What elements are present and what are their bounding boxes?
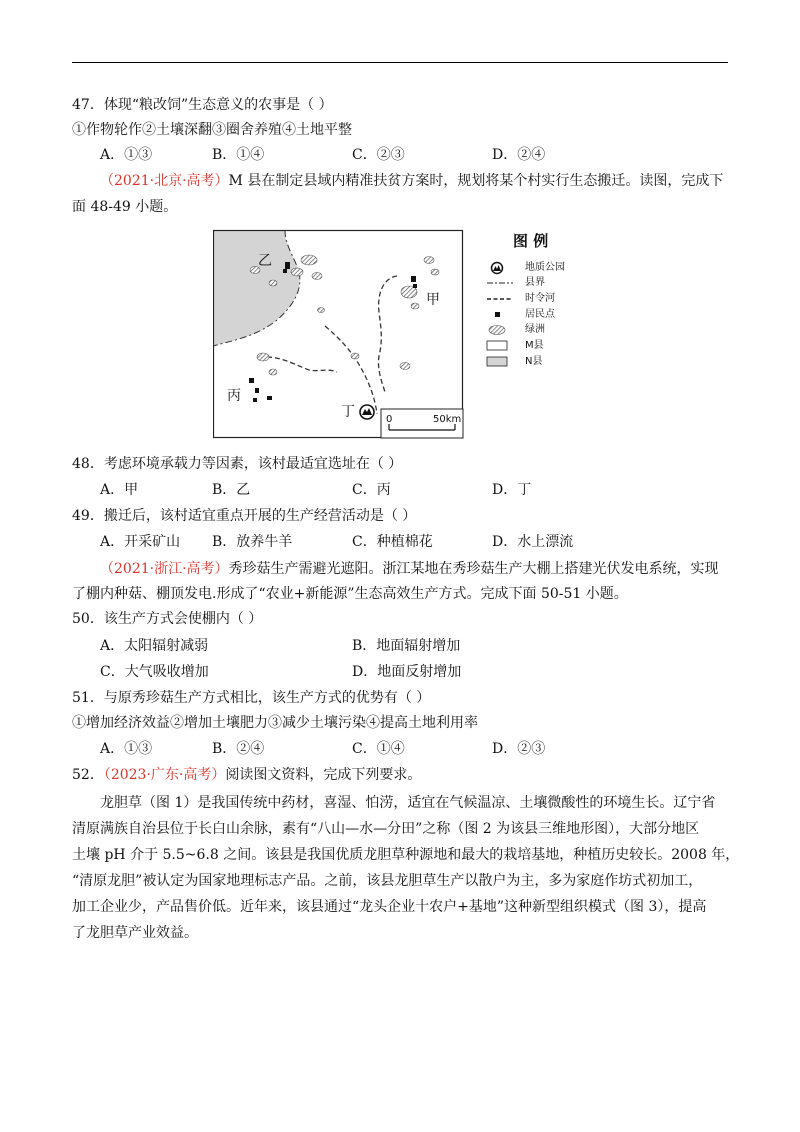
q50-stem: 50．该生产方式会使棚内（ ） xyxy=(72,611,263,627)
oasis xyxy=(424,257,434,264)
q52-para-line: 了龙胆草产业效益。 xyxy=(72,925,198,941)
q51-choices: ①增加经济效益②增加土壤肥力③减少土壤污染④提高土地利用率 xyxy=(72,715,478,731)
legend-river: 时令河 xyxy=(525,293,555,304)
q51-option-d: D．②③ xyxy=(492,741,546,757)
oasis xyxy=(318,308,325,313)
q50-option-a: A．太阳辐射减弱 xyxy=(100,638,209,654)
scale-zero: 0 xyxy=(386,414,393,425)
oasis xyxy=(411,303,419,309)
legend-border: 县界 xyxy=(525,277,545,288)
legend-oasis-icon xyxy=(489,326,505,335)
q52-para-line: 加工企业少，产品售价低。近年来，该县通过“龙头企业十农户+基地”这种新型组织模式（图 3），提高 xyxy=(72,899,707,915)
intro50-source: （2021·浙江·高考） xyxy=(100,561,229,577)
q49-stem: 49．搬迁后，该村适宜重点开展的生产经营活动是（ ） xyxy=(72,508,417,524)
q48-option-b: B．乙 xyxy=(212,482,251,498)
q47-stem: 47．体现“粮改饲”生态意义的农事是（ ） xyxy=(72,97,333,113)
oasis xyxy=(351,353,359,359)
q47-option-a: A．①③ xyxy=(100,147,153,163)
label-bing: 丙 xyxy=(227,388,241,404)
q47-choices: ①作物轮作②土壤深翻③圈舍养殖④土地平整 xyxy=(72,122,352,138)
q52-para-line: 土壤 pH 介于 5.5~6.8 之间。该县是我国优质龙胆草种源地和最大的栽培基地，种植历史较长。2008 年， xyxy=(72,847,740,863)
intro48-line1 xyxy=(100,172,723,190)
settlement xyxy=(413,284,417,288)
q48-option-a: A．甲 xyxy=(100,482,139,498)
intro50-line1 xyxy=(100,560,719,578)
settlement xyxy=(285,262,290,269)
legend-n-county-icon xyxy=(487,357,507,366)
legend-settlement-icon xyxy=(495,312,500,317)
q49-option-a: A．开采矿山 xyxy=(100,534,181,550)
q47-option-d: D．②④ xyxy=(492,147,546,163)
seasonal-river-1 xyxy=(378,276,397,392)
q47-option-c: C．②③ xyxy=(352,147,405,163)
q52-num: 52． xyxy=(72,767,104,783)
intro48-text: M 县在制定县域内精准扶贫方案时，规划将某个村实行生态搬迁。读图，完成下 xyxy=(228,173,724,189)
q52-stem: 阅读图文资料，完成下列要求。 xyxy=(225,767,422,783)
settlement xyxy=(249,378,254,383)
oasis xyxy=(301,255,317,265)
q52-source: （2023·广东·高考） xyxy=(103,767,226,783)
legend-oasis: 绿洲 xyxy=(525,324,545,335)
q52-para-line: 清原满族自治县位于长白山余脉，素有“八山—水—分田”之称（图 2 为该县三维地形图），大部分地区 xyxy=(72,821,700,837)
header-rule xyxy=(72,62,728,63)
q52-para-line: 龙胆草（图 1）是我国传统中药材，喜湿、怕涝，适宜在气候温凉、土壤微酸性的环境生长。辽宁省 xyxy=(100,795,716,811)
q51-option-a: A．①③ xyxy=(100,741,153,757)
legend-m-county: M县 xyxy=(525,340,544,351)
legend-settlement: 居民点 xyxy=(525,309,555,320)
q49-option-d: D．水上漂流 xyxy=(492,534,574,550)
intro48-line2: 面 48-49 小题。 xyxy=(72,199,178,215)
q51-option-b: B．②④ xyxy=(212,741,265,757)
legend-title: 图 例 xyxy=(513,232,549,250)
oasis xyxy=(312,273,322,280)
oasis xyxy=(269,280,277,286)
q47-option-b: B．①④ xyxy=(212,147,265,163)
q49-option-c: C．种植棉花 xyxy=(352,534,433,550)
q48-option-c: C．丙 xyxy=(352,482,391,498)
oasis xyxy=(431,269,439,275)
q50-option-c: C．大气吸收增加 xyxy=(100,664,209,680)
oasis xyxy=(269,369,277,375)
settlement xyxy=(283,269,287,273)
legend-m-county-icon xyxy=(487,341,507,350)
q48-option-d: D．丁 xyxy=(492,482,532,498)
oasis xyxy=(400,363,410,370)
oasis xyxy=(257,353,269,361)
intro48-source: （2021·北京·高考） xyxy=(100,173,229,189)
q50-option-b: B．地面辐射增加 xyxy=(352,638,461,654)
q52-header xyxy=(72,766,421,784)
settlement xyxy=(267,396,272,400)
label-jia: 甲 xyxy=(426,292,440,308)
scale-end: 50km xyxy=(433,414,462,425)
legend-n-county: N县 xyxy=(525,356,543,367)
q51-stem: 51．与原秀珍菇生产方式相比，该生产方式的优势有（ ） xyxy=(72,690,431,706)
oasis xyxy=(291,268,303,276)
q49-option-b: B．放养牛羊 xyxy=(212,534,293,550)
settlement xyxy=(411,276,416,282)
q48-stem: 48．考虑环境承载力等因素，该村最适宜选址在（ ） xyxy=(72,456,403,472)
n-county-area xyxy=(213,230,300,346)
settlement xyxy=(253,398,257,402)
q50-option-d: D．地面反射增加 xyxy=(352,664,462,680)
q52-para-line: “清原龙胆”被认定为国家地理标志产品。之前，该县龙胆草生产以散户为主，多为家庭作坊式初加工， xyxy=(72,873,703,889)
legend-geopark: 地质公园 xyxy=(525,262,565,273)
legend-geopark-icon xyxy=(492,263,503,274)
settlement xyxy=(255,388,259,393)
label-yi: 乙 xyxy=(258,253,272,269)
q51-option-c: C．①④ xyxy=(352,741,405,757)
intro50-text: 秀珍菇生产需避光遮阳。浙江某地在秀珍菇生产大棚上搭建光伏发电系统，实现 xyxy=(228,561,719,577)
county-map xyxy=(213,228,593,440)
seasonal-river-2 xyxy=(325,326,377,414)
label-ding: 丁 xyxy=(341,404,355,420)
intro50-line2: 了棚内种菇、棚顶发电.形成了“农业+新能源”生态高效生产方式。完成下面 50-51 小题。 xyxy=(72,586,628,602)
